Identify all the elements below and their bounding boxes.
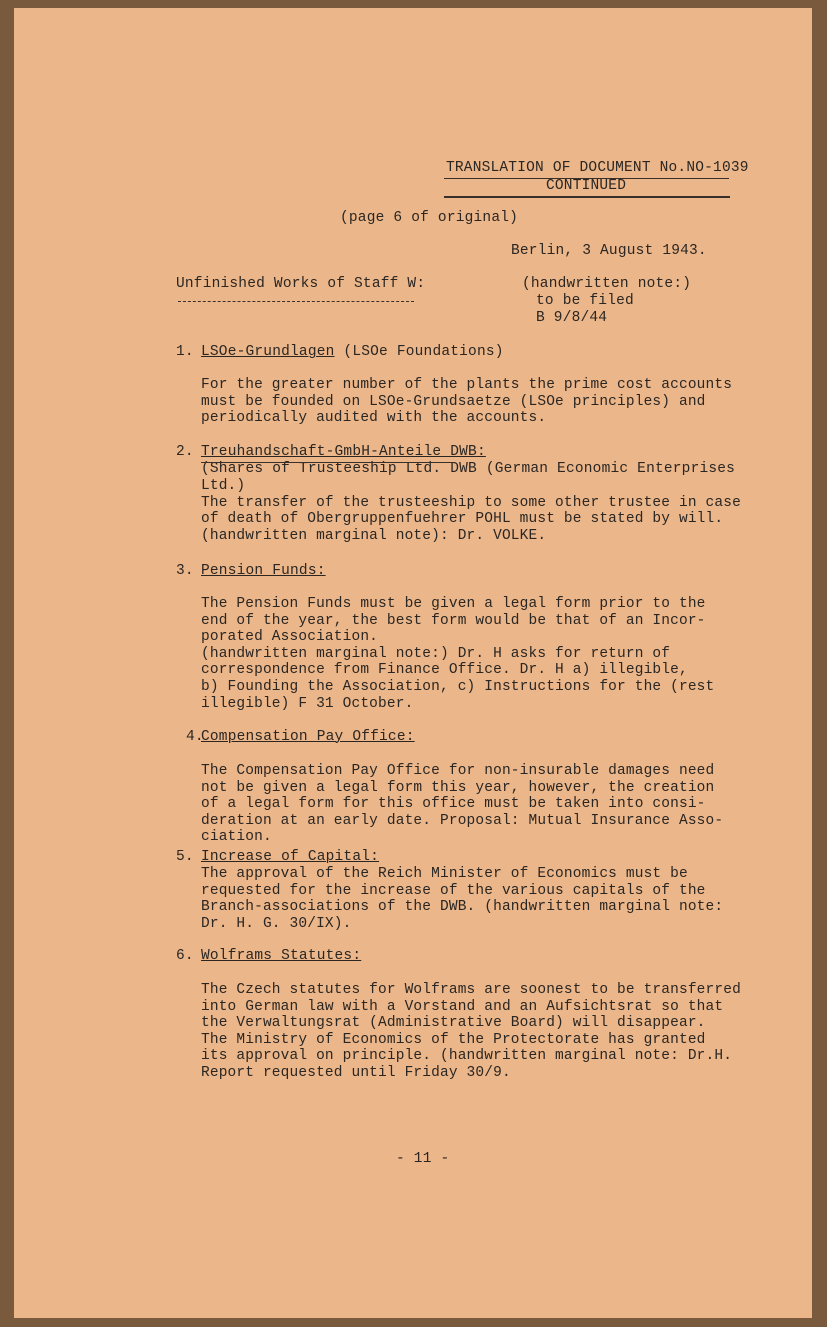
date-line: Berlin, 3 August 1943. bbox=[511, 243, 707, 259]
item-heading: Compensation Pay Office: bbox=[201, 729, 415, 745]
item-heading: Pension Funds: bbox=[201, 563, 326, 579]
item-number: 6. bbox=[176, 948, 194, 964]
subject-line: Unfinished Works of Staff W: bbox=[176, 276, 426, 292]
item-body: For the greater number of the plants the prime cost accounts must be founded on LSOe-Grundsaetze (LSOe principles) and periodically audited with the accounts. bbox=[201, 377, 733, 427]
handwritten-note-line1: (handwritten note:) bbox=[522, 276, 692, 292]
document-title: TRANSLATION OF DOCUMENT No.NO-1039 bbox=[446, 160, 749, 176]
item-number: 5. bbox=[176, 849, 194, 865]
page-number: - 11 - bbox=[396, 1151, 450, 1167]
item-heading-text: LSOe-Grundlagen bbox=[201, 344, 335, 360]
item-heading: Wolframs Statutes: bbox=[201, 948, 362, 964]
item-number: 2. bbox=[176, 444, 194, 460]
item-body: The Compensation Pay Office for non-insurable damages need not be given a legal form this year, however, the creation of a legal form for this office must be taken into consi- deration at an early date. Proposal: Mutual Insurance Asso- ciation. bbox=[201, 763, 724, 846]
subheading-strike bbox=[201, 462, 455, 463]
page-reference: (page 6 of original) bbox=[340, 210, 519, 226]
item-heading-suffix: (LSOe Foundations) bbox=[334, 344, 504, 360]
document-page bbox=[14, 8, 812, 1318]
item-heading: Increase of Capital: bbox=[201, 849, 380, 865]
item-body: Ltd.) The transfer of the trusteeship to some other trustee in case of death of Obergruppenfuehrer POHL must be stated by will. (handwritten marginal note): Dr. VOLKE. bbox=[201, 478, 741, 544]
continued-label: CONTINUED bbox=[546, 178, 627, 194]
item-subheading: (Shares of Trusteeship Ltd. DWB (German Economic Enterprises bbox=[201, 461, 736, 477]
item-number: 1. bbox=[176, 344, 194, 360]
handwritten-note-line3: B 9/8/44 bbox=[536, 310, 608, 326]
item-number: 3. bbox=[176, 563, 194, 579]
item-body: The Pension Funds must be given a legal form prior to the end of the year, the best form would be that of an Incor- porated Association. (handwritten marginal note:) Dr. H asks for return of correspondence from Finance Office. Dr. H a) illegible, b) Founding the Association, c) Instructions for the (rest illegible) F 31 October. bbox=[201, 596, 715, 712]
item-body: The Czech statutes for Wolframs are soonest to be transferred into German law with a Vorstand and an Aufsichtsrat so that the Verwaltungsrat (Administrative Board) will disappear. The Ministry of Economics of the Protectorate has granted its approval on principle. (handwritten marginal note: Dr.H. Report requested until Friday 30/9. bbox=[201, 982, 741, 1081]
subject-underline bbox=[178, 301, 414, 302]
item-body: The approval of the Reich Minister of Economics must be requested for the increase of the various capitals of the Branch-associations of the DWB. (handwritten marginal note: Dr. H. G. 30/IX). bbox=[201, 866, 724, 932]
item-heading: Treuhandschaft-GmbH-Anteile DWB: bbox=[201, 444, 486, 460]
item-heading bbox=[201, 344, 504, 361]
item-number: 4. bbox=[186, 729, 204, 745]
handwritten-note-line2: to be filed bbox=[536, 293, 634, 309]
header-rule bbox=[444, 196, 730, 198]
